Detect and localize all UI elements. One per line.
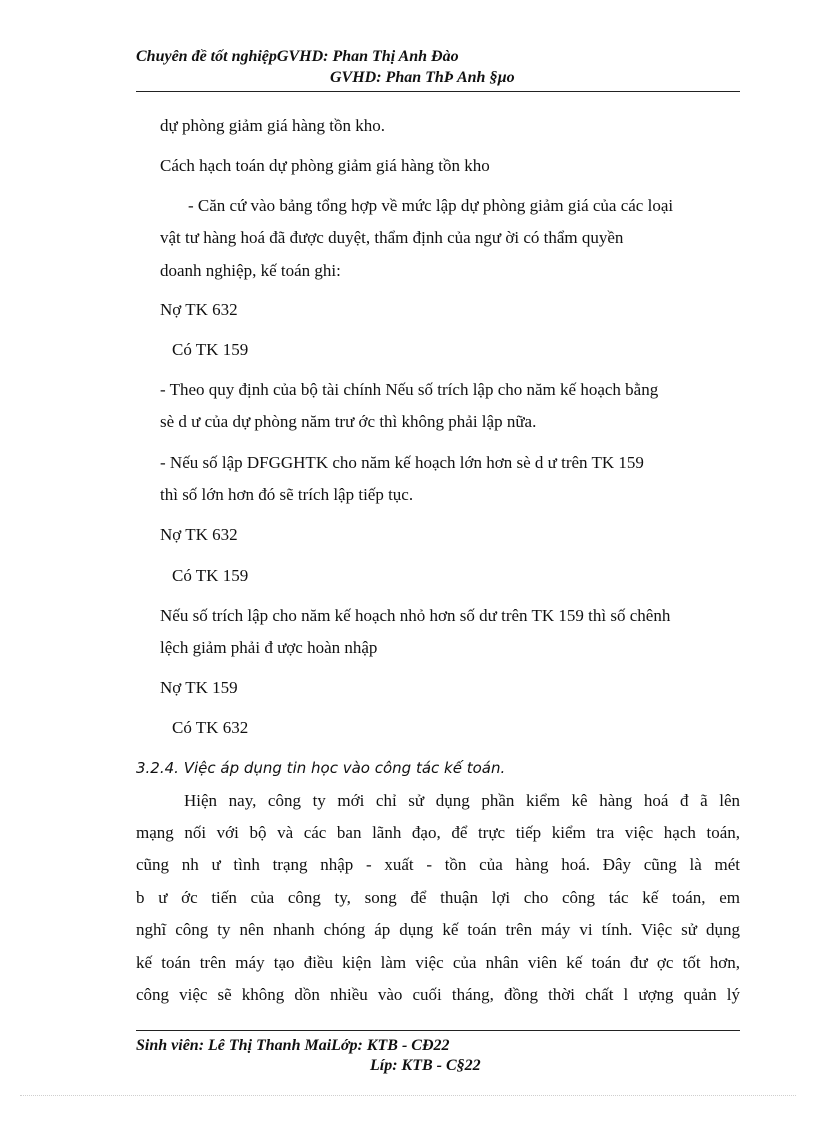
body-line: lệch giảm phải đ ược hoàn nhập [160,638,378,657]
paragraph-line: Hiện nay, công ty mới chỉ sử dụng phần kiểm kê hàng hoá đ ã lên [184,791,740,810]
journal-entry-debit: Nợ TK 632 [160,525,238,544]
body-line: Cách hạch toán dự phòng giảm giá hàng tồn kho [160,156,490,175]
paragraph-line: nghĩ công ty nên nhanh chóng áp dụng kế toán trên máy vi tính. Việc sử dụng [136,920,740,939]
body-line: sè d ư của dự phòng năm trư ớc thì không phải lập nữa. [160,412,537,431]
journal-entry-debit: Nợ TK 632 [160,300,238,319]
body-line: vật tư hàng hoá đã được duyệt, thẩm định của ngư ời có thẩm quyền [160,228,624,247]
body-line: - Căn cứ vào bảng tổng hợp về mức lập dự phòng giảm giá của các loại [188,196,674,215]
paragraph-line: cũng nh ư tình trạng nhập - xuất - tồn của hàng hoá. Đây cũng là mét [136,855,740,874]
paragraph-line: công việc sẽ không dồn nhiều vào cuối tháng, đồng thời chất l ượng quản lý [136,985,740,1004]
body-line: dự phòng giảm giá hàng tồn kho. [160,116,385,135]
footer-class: Líp: KTB - C§22 [370,1057,481,1074]
page-bottom-dotted-rule [20,1095,796,1096]
section-heading: 3.2.4. Việc áp dụng tin học vào công tác kế toán. [136,759,506,777]
body-line: doanh nghiệp, kế toán ghi: [160,261,341,280]
body-line: - Theo quy định của bộ tài chính Nếu số trích lập cho năm kế hoạch bằng [160,380,659,399]
header-subtitle: GVHD: Phan ThÞ Anh §µo [330,69,515,86]
paragraph-line: kế toán trên máy tạo điều kiện làm việc của nhân viên kế toán đư ợc tốt hơn, [136,953,740,972]
journal-entry-debit: Nợ TK 159 [160,678,238,697]
journal-entry-credit: Có TK 159 [172,566,249,585]
journal-entry-credit: Có TK 632 [172,718,249,737]
body-line: Nếu số trích lập cho năm kế hoạch nhỏ hơn số dư trên TK 159 thì số chênh [160,606,671,625]
journal-entry-credit: Có TK 159 [172,340,249,359]
footer-rule [136,1030,740,1031]
footer-student: Sinh viên: Lê Thị Thanh MaiLớp: KTB - CĐ22 [136,1037,450,1054]
body-line: - Nếu số lập DFGGHTK cho năm kế hoạch lớn hơn sè d ư trên TK 159 [160,453,644,472]
body-line: thì số lớn hơn đó sẽ trích lập tiếp tục. [160,485,414,504]
paragraph-line: b ư ớc tiến của công ty, song để thuận lợi cho công tác kế toán, em [136,888,740,907]
header-title: Chuyên đề tốt nghiệpGVHD: Phan Thị Anh Đào [136,48,459,65]
header-rule [136,91,740,92]
paragraph-line: mạng nối với bộ và các ban lãnh đạo, để trực tiếp kiểm tra việc hạch toán, [136,823,740,842]
